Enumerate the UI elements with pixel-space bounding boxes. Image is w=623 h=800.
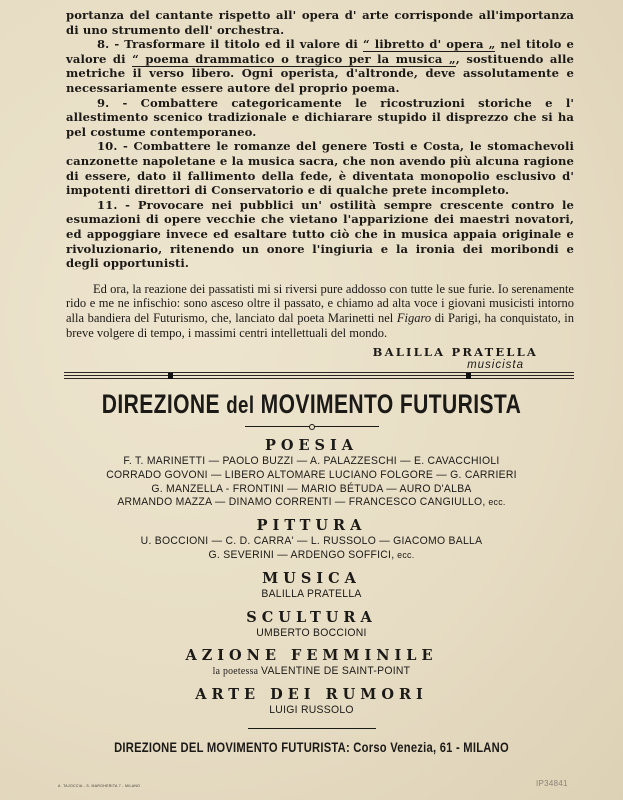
point-number: 8. - — [97, 37, 120, 52]
names-line: CORRADO GOVONI — LIBERO ALTOMARE LUCIANO FOLGORE — G. CARRIERI — [106, 468, 517, 481]
closing-text-part: di Parigi, ha conquistato, in breve volgere di tempo, i massimi centri intellettuali del mondo. — [66, 311, 574, 341]
names-line — [22, 496, 601, 510]
names-text: G. SEVERINI — ARDENGO SOFFICI, — [208, 548, 395, 561]
point-text: Provocare nei pubblici un' ostilità sempre crescente contro le esumazioni di opere vecchie che vietano l'apparizione dei maestri novatori, ed appoggiare invece ed esaltare tutto ciò che in musica appaia originale e rivoluzionario, ritenendo un onore l'ingiuria e la ironia dei moribondi e degli opportunisti. — [66, 197, 574, 271]
directorate-title — [69, 388, 555, 422]
point-number: 9. - — [97, 95, 128, 110]
point-11 — [66, 198, 574, 271]
catalog-number: IP34841 — [536, 779, 568, 788]
ecc-text: ecc. — [485, 497, 506, 509]
signature-name: BALILLA PRATELLA — [372, 344, 538, 359]
names-line: F. T. MARINETTI — PAOLO BUZZI — A. PALAZZESCHI — E. CAVACCHIOLI — [123, 455, 500, 467]
rule-ornament — [309, 424, 315, 430]
title-rule — [245, 426, 379, 427]
bottom-rule — [248, 728, 376, 729]
names-line: U. BOCCIONI — C. D. CARRA' — L. RUSSOLO — GIACOMO BALLA — [140, 535, 483, 548]
names-text: VALENTINE DE SAINT-POINT — [261, 665, 411, 678]
point-text: Combattere le romanze del genere Tosti e Costa, le stomachevoli canzonette napoletane e la musica sacra, che non avendo più alcuna ragione di essere, dato il fallimento della fede, è diventata monopolio esclusivo d' impotenti direttori di Conservatorio e di qualche prete incompleto. — [66, 139, 574, 198]
point-number: 11. - — [97, 197, 131, 212]
underlined-quote-libretto: “ libretto d' opera „ — [362, 37, 496, 52]
names-line: UMBERTO BOCCIONI — [256, 626, 367, 639]
directorate-address: DIREZIONE DEL MOVIMENTO FUTURISTA: Corso Venezia, 61 - MILANO — [114, 738, 509, 755]
point-text: nel titolo e valore di — [66, 37, 575, 66]
section-scultura — [0, 609, 623, 641]
point-10 — [66, 139, 574, 197]
names-prefix: la poetessa — [212, 666, 262, 678]
printer-mark: A. TAJOCCIA - S. MARGHERITA 7 - MILANO — [58, 784, 141, 788]
section-poesia — [0, 437, 623, 510]
title-part: DIREZIONE — [101, 389, 227, 419]
point-text: Combattere categoricamente le ricostruzioni storiche e l' allestimento scenico tradizionale e dichiarare stupido il disprezzo che si ha pel costume contemporaneo. — [66, 95, 574, 139]
section-heading: ARTE DEI RUMORI — [195, 686, 428, 704]
title-part: MOVIMENTO FUTURISTA — [254, 389, 522, 419]
names-line: G. MANZELLA - FRONTINI — MARIO BÉTUDA — AURO D'ALBA — [151, 482, 472, 495]
ornamental-divider — [64, 372, 574, 381]
underlined-quote-poema: “ poema drammatico o tragico per la musica „ — [132, 51, 456, 66]
section-heading: PITTURA — [256, 517, 367, 535]
section-heading: AZIONE FEMMINILE — [185, 647, 438, 665]
names-line: BALILLA PRATELLA — [261, 587, 362, 600]
section-heading: POESIA — [264, 437, 359, 454]
section-azione-femminile — [0, 647, 623, 679]
names-line — [22, 549, 601, 563]
point-text: Trasformare il titolo ed il valore di — [119, 37, 363, 52]
section-pittura — [0, 517, 623, 563]
signature-role: musicista — [467, 358, 524, 371]
section-heading: MUSICA — [262, 569, 361, 587]
section-musica — [0, 570, 623, 602]
section-arte-dei-rumori — [0, 686, 623, 718]
point-number: 10. - — [97, 139, 128, 154]
names-text: ARMANDO MAZZA — DINAMO CORRENTI — FRANCESCO CANGIULLO, — [117, 496, 486, 509]
point-text: , sostituendo alle metriche il verso libero. Ogni operista, d'altronde, deve assolutamente e necessariamente essere autore del proprio poema. — [66, 51, 574, 95]
continuation-paragraph: portanza del cantante rispetto all' opera d' arte corrisponde all'importanza di uno strumento dell' orchestra. — [66, 8, 574, 37]
section-heading: SCULTURA — [246, 608, 377, 626]
title-part: del — [226, 392, 255, 419]
closing-text-part: Ed ora, la reazione dei passatisti mi si riversi pure addosso con tutte le sue furie. Io serenamente rido e me ne infischio: sono asceso oltre il passato, e chiamo ad alta voce i giovani musicisti intorno alla bandiera del Futurismo, che, lanciato dal poeta Marinetti nel — [66, 281, 574, 326]
manifesto-points — [66, 8, 574, 271]
names-line — [22, 665, 601, 679]
point-9 — [66, 96, 574, 140]
names-line: LUIGI RUSSOLO — [269, 704, 354, 717]
ecc-text: ecc. — [394, 549, 415, 561]
figaro-title: Figaro — [396, 311, 432, 326]
manifesto-page — [66, 8, 574, 371]
directorate-section — [0, 388, 623, 755]
closing-paragraph — [66, 282, 574, 341]
closing-text — [66, 282, 574, 341]
point-8 — [66, 37, 574, 95]
